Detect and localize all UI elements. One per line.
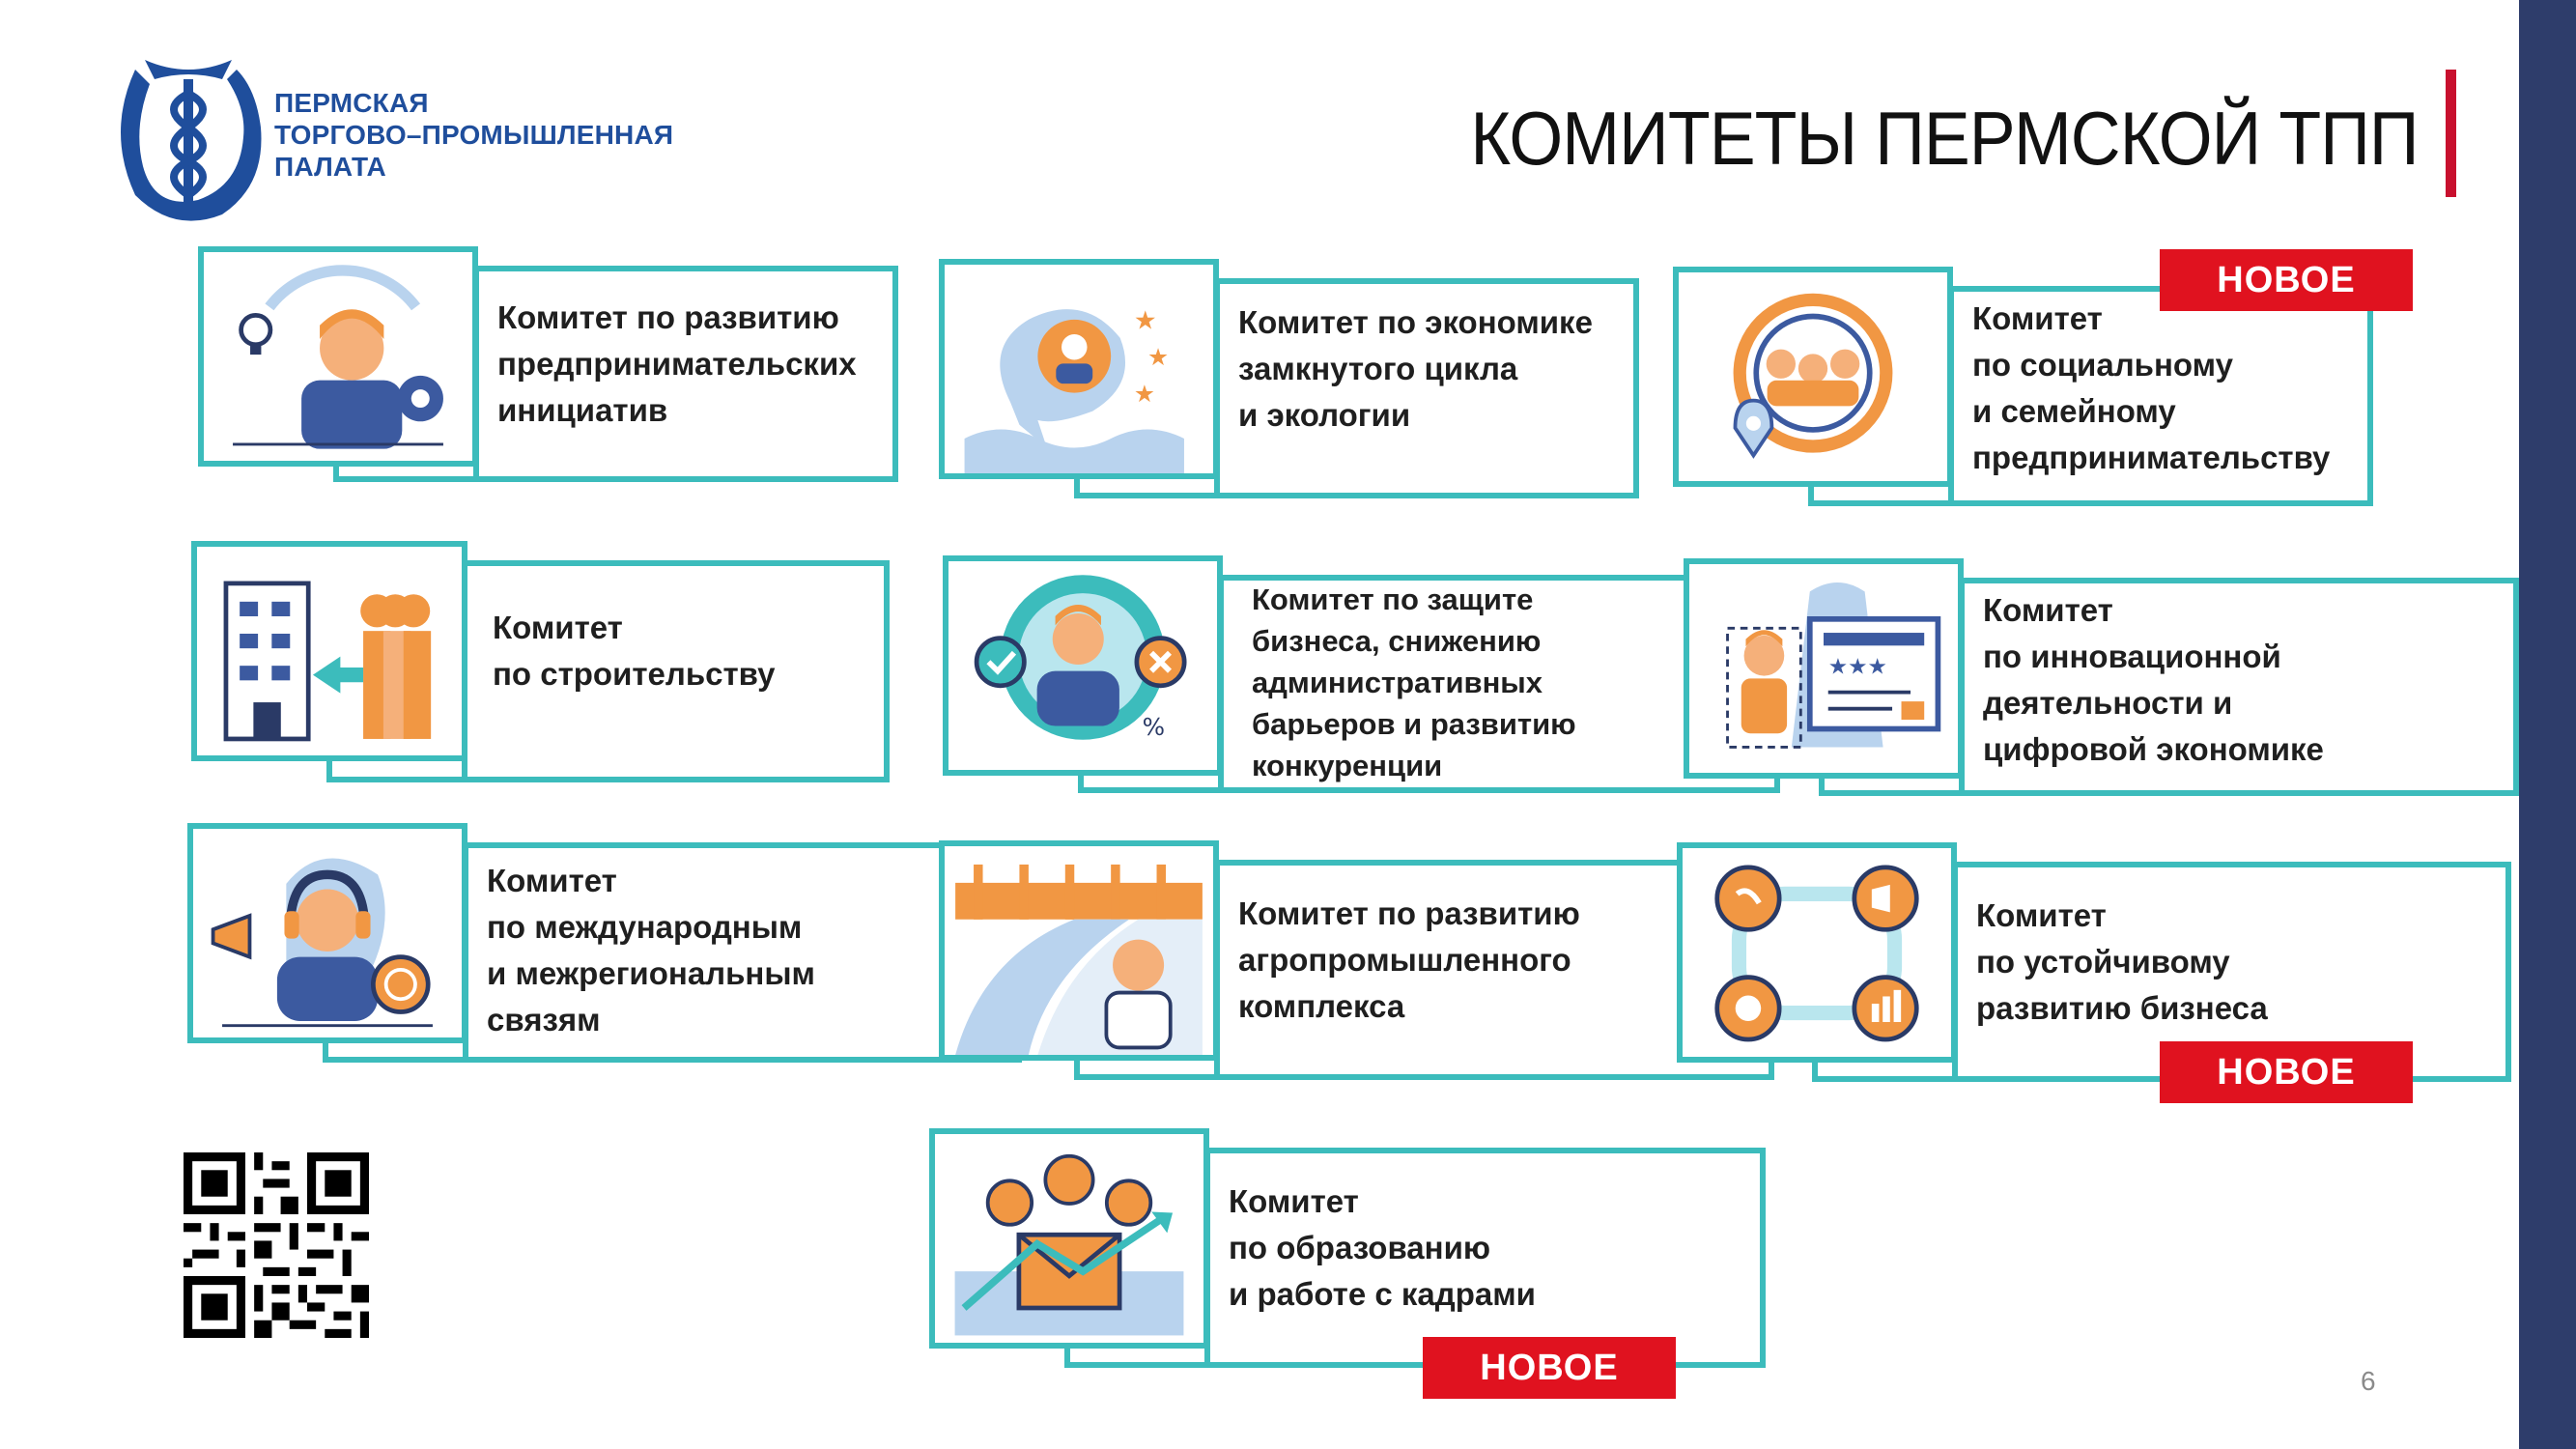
- committee-label: Комитет по развитию предпринимательских инициатив: [497, 299, 857, 428]
- business-protection-icon: [943, 555, 1223, 776]
- education-hr-icon: [929, 1128, 1209, 1349]
- construction-icon: [191, 541, 467, 761]
- logo-text: [274, 87, 673, 183]
- committee-label: Комитет по образованию и работе с кадрами: [1229, 1183, 1536, 1312]
- new-badge: НОВОЕ: [2160, 1041, 2413, 1103]
- logo-line-3: ПАЛАТА: [274, 152, 386, 182]
- caduceus-logo-icon: [106, 41, 270, 224]
- committee-label: Комитет по инновационной деятельности и цифровой экономике: [1983, 592, 2324, 767]
- svg-text:%: %: [1142, 713, 1165, 741]
- entrepreneurship-icon: [198, 246, 478, 467]
- chamber-logo[interactable]: [106, 41, 705, 234]
- committee-label: Комитет по устойчивому развитию бизнеса: [1976, 897, 2268, 1026]
- new-badge: НОВОЕ: [1423, 1337, 1676, 1399]
- qr-code-icon[interactable]: [184, 1152, 369, 1338]
- agriculture-icon: [939, 840, 1219, 1061]
- svg-text:★: ★: [1133, 380, 1155, 409]
- ecology-icon: [939, 259, 1219, 479]
- committee-label: Комитет по международным и межрегиональным связям: [487, 863, 815, 1037]
- right-sidebar-stripe: [2519, 0, 2576, 1449]
- svg-text:★: ★: [1133, 305, 1157, 336]
- innovation-digital-icon: [1684, 558, 1964, 779]
- new-badge: НОВОЕ: [2160, 249, 2413, 311]
- svg-text:★★★: ★★★: [1827, 654, 1887, 680]
- page-title: КОМИТЕТЫ ПЕРМСКОЙ ТПП: [1470, 96, 2419, 181]
- sustainable-development-icon: [1677, 842, 1957, 1063]
- committee-label: Комитет по защите бизнеса, снижению административных барьеров и развитию конкуренции: [1252, 582, 1576, 782]
- logo-line-2: ТОРГОВО–ПРОМЫШЛЕННАЯ: [274, 120, 674, 150]
- international-relations-icon: [187, 823, 467, 1043]
- page-number: 6: [2361, 1366, 2376, 1396]
- committee-label: Комитет по строительству: [493, 610, 776, 692]
- title-accent-bar: [2446, 70, 2456, 197]
- committee-label: Комитет по социальному и семейному предпринимательству: [1972, 300, 2331, 475]
- committee-label: Комитет по экономике замкнутого цикла и экологии: [1238, 304, 1593, 433]
- social-family-icon: [1673, 267, 1953, 487]
- svg-text:★: ★: [1147, 343, 1170, 372]
- committee-label: Комитет по развитию агропромышленного комплекса: [1238, 895, 1580, 1024]
- logo-line-1: ПЕРМСКАЯ: [274, 88, 429, 118]
